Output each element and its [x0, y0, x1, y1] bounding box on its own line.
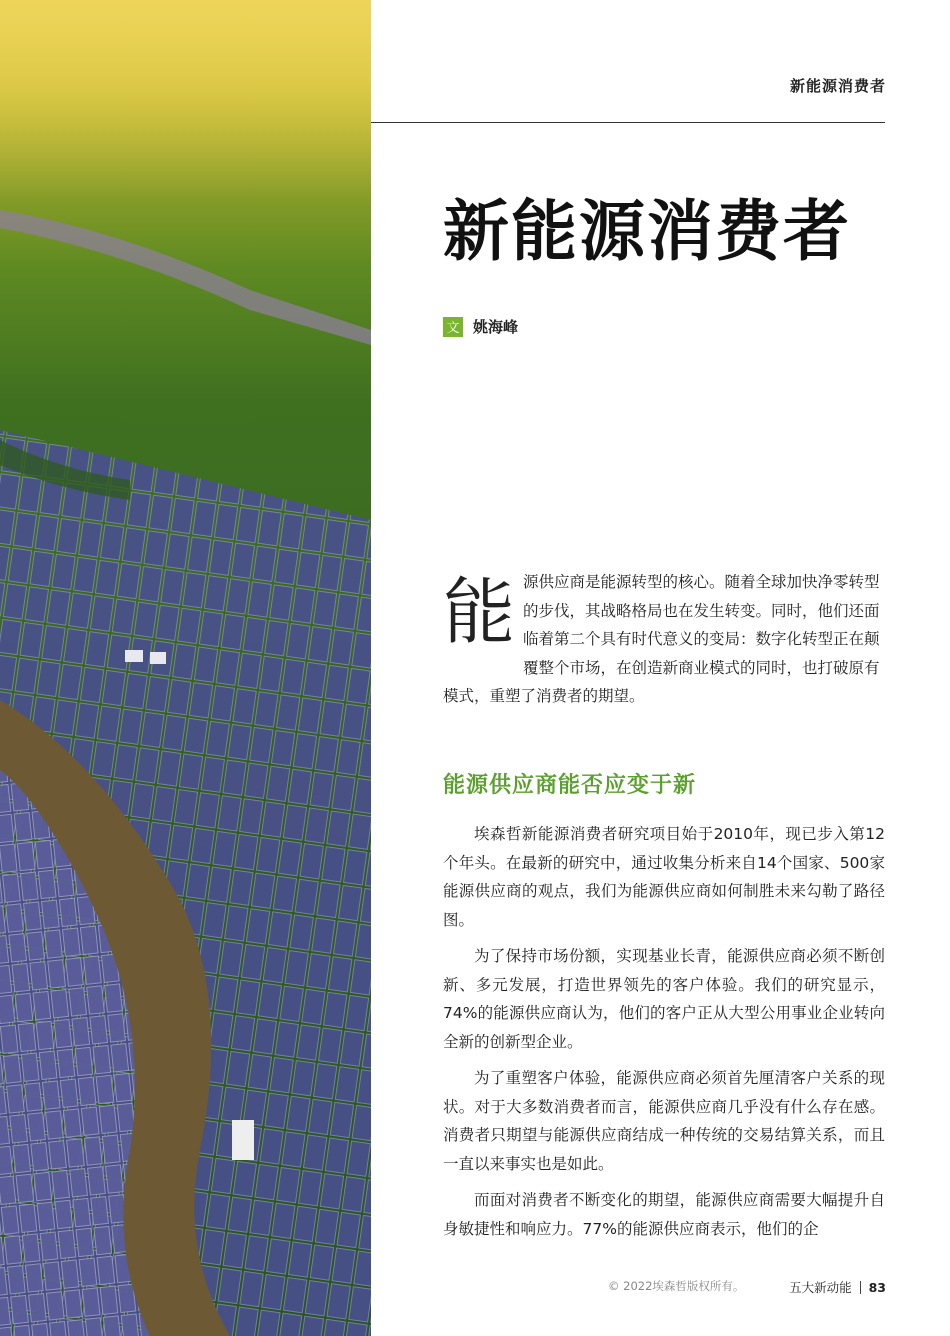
- article-title: 新能源消费者: [443, 193, 851, 270]
- lead-text: 源供应商是能源转型的核心。随着全球加快净零转型的步伐，其战略格局也在发生转变。同时，他们还面临着第二个具有时代意义的变局：数字化转型正在颠覆整个市场，在创造新商业模式的同时，也打破原有模式，重塑了消费者的期望。: [443, 573, 880, 705]
- copyright-notice: © 2022埃森哲版权所有。: [608, 1279, 745, 1293]
- author-name: 姚海峰: [473, 318, 519, 336]
- page-footer: [789, 1278, 886, 1296]
- body-paragraph: 为了保持市场份额，实现基业长青，能源供应商必须不断创新、多元发展，打造世界领先的客户体验。我们的研究显示，74%的能源供应商认为，他们的客户正从大型公用事业企业转向全新的创新型企业。: [443, 947, 885, 1051]
- header-rule: [371, 122, 885, 123]
- solar-farm-photo: [0, 0, 371, 1336]
- body-paragraph: 而面对消费者不断变化的期望，能源供应商需要大幅提升自身敏捷性和响应力。77%的能源供应商表示，他们的企: [443, 1191, 885, 1238]
- footer-divider: [860, 1281, 861, 1294]
- lead-paragraph: [443, 568, 885, 711]
- body-paragraph: 埃森哲新能源消费者研究项目始于2010年，现已步入第12个年头。在最新的研究中，通过收集分析来自14个国家、500家能源供应商的观点，我们为能源供应商如何制胜未来勾勒了路径图。: [443, 825, 885, 929]
- section-tag: 新能源消费者: [789, 77, 886, 95]
- body-paragraph: 为了重塑客户体验，能源供应商必须首先厘清客户关系的现状。对于大多数消费者而言，能源供应商几乎没有什么存在感。消费者只期望与能源供应商结成一种传统的交易结算关系，而且一直以来事实也是如此。: [443, 1069, 885, 1173]
- page-number: 83: [868, 1279, 886, 1295]
- byline: [443, 316, 518, 337]
- section-heading: 能源供应商能否应变于新: [443, 773, 697, 798]
- byline-tag: 文: [443, 317, 463, 337]
- dropcap: 能: [443, 570, 516, 654]
- article-body: [443, 820, 885, 1251]
- publication-name: 五大新动能: [789, 1280, 852, 1295]
